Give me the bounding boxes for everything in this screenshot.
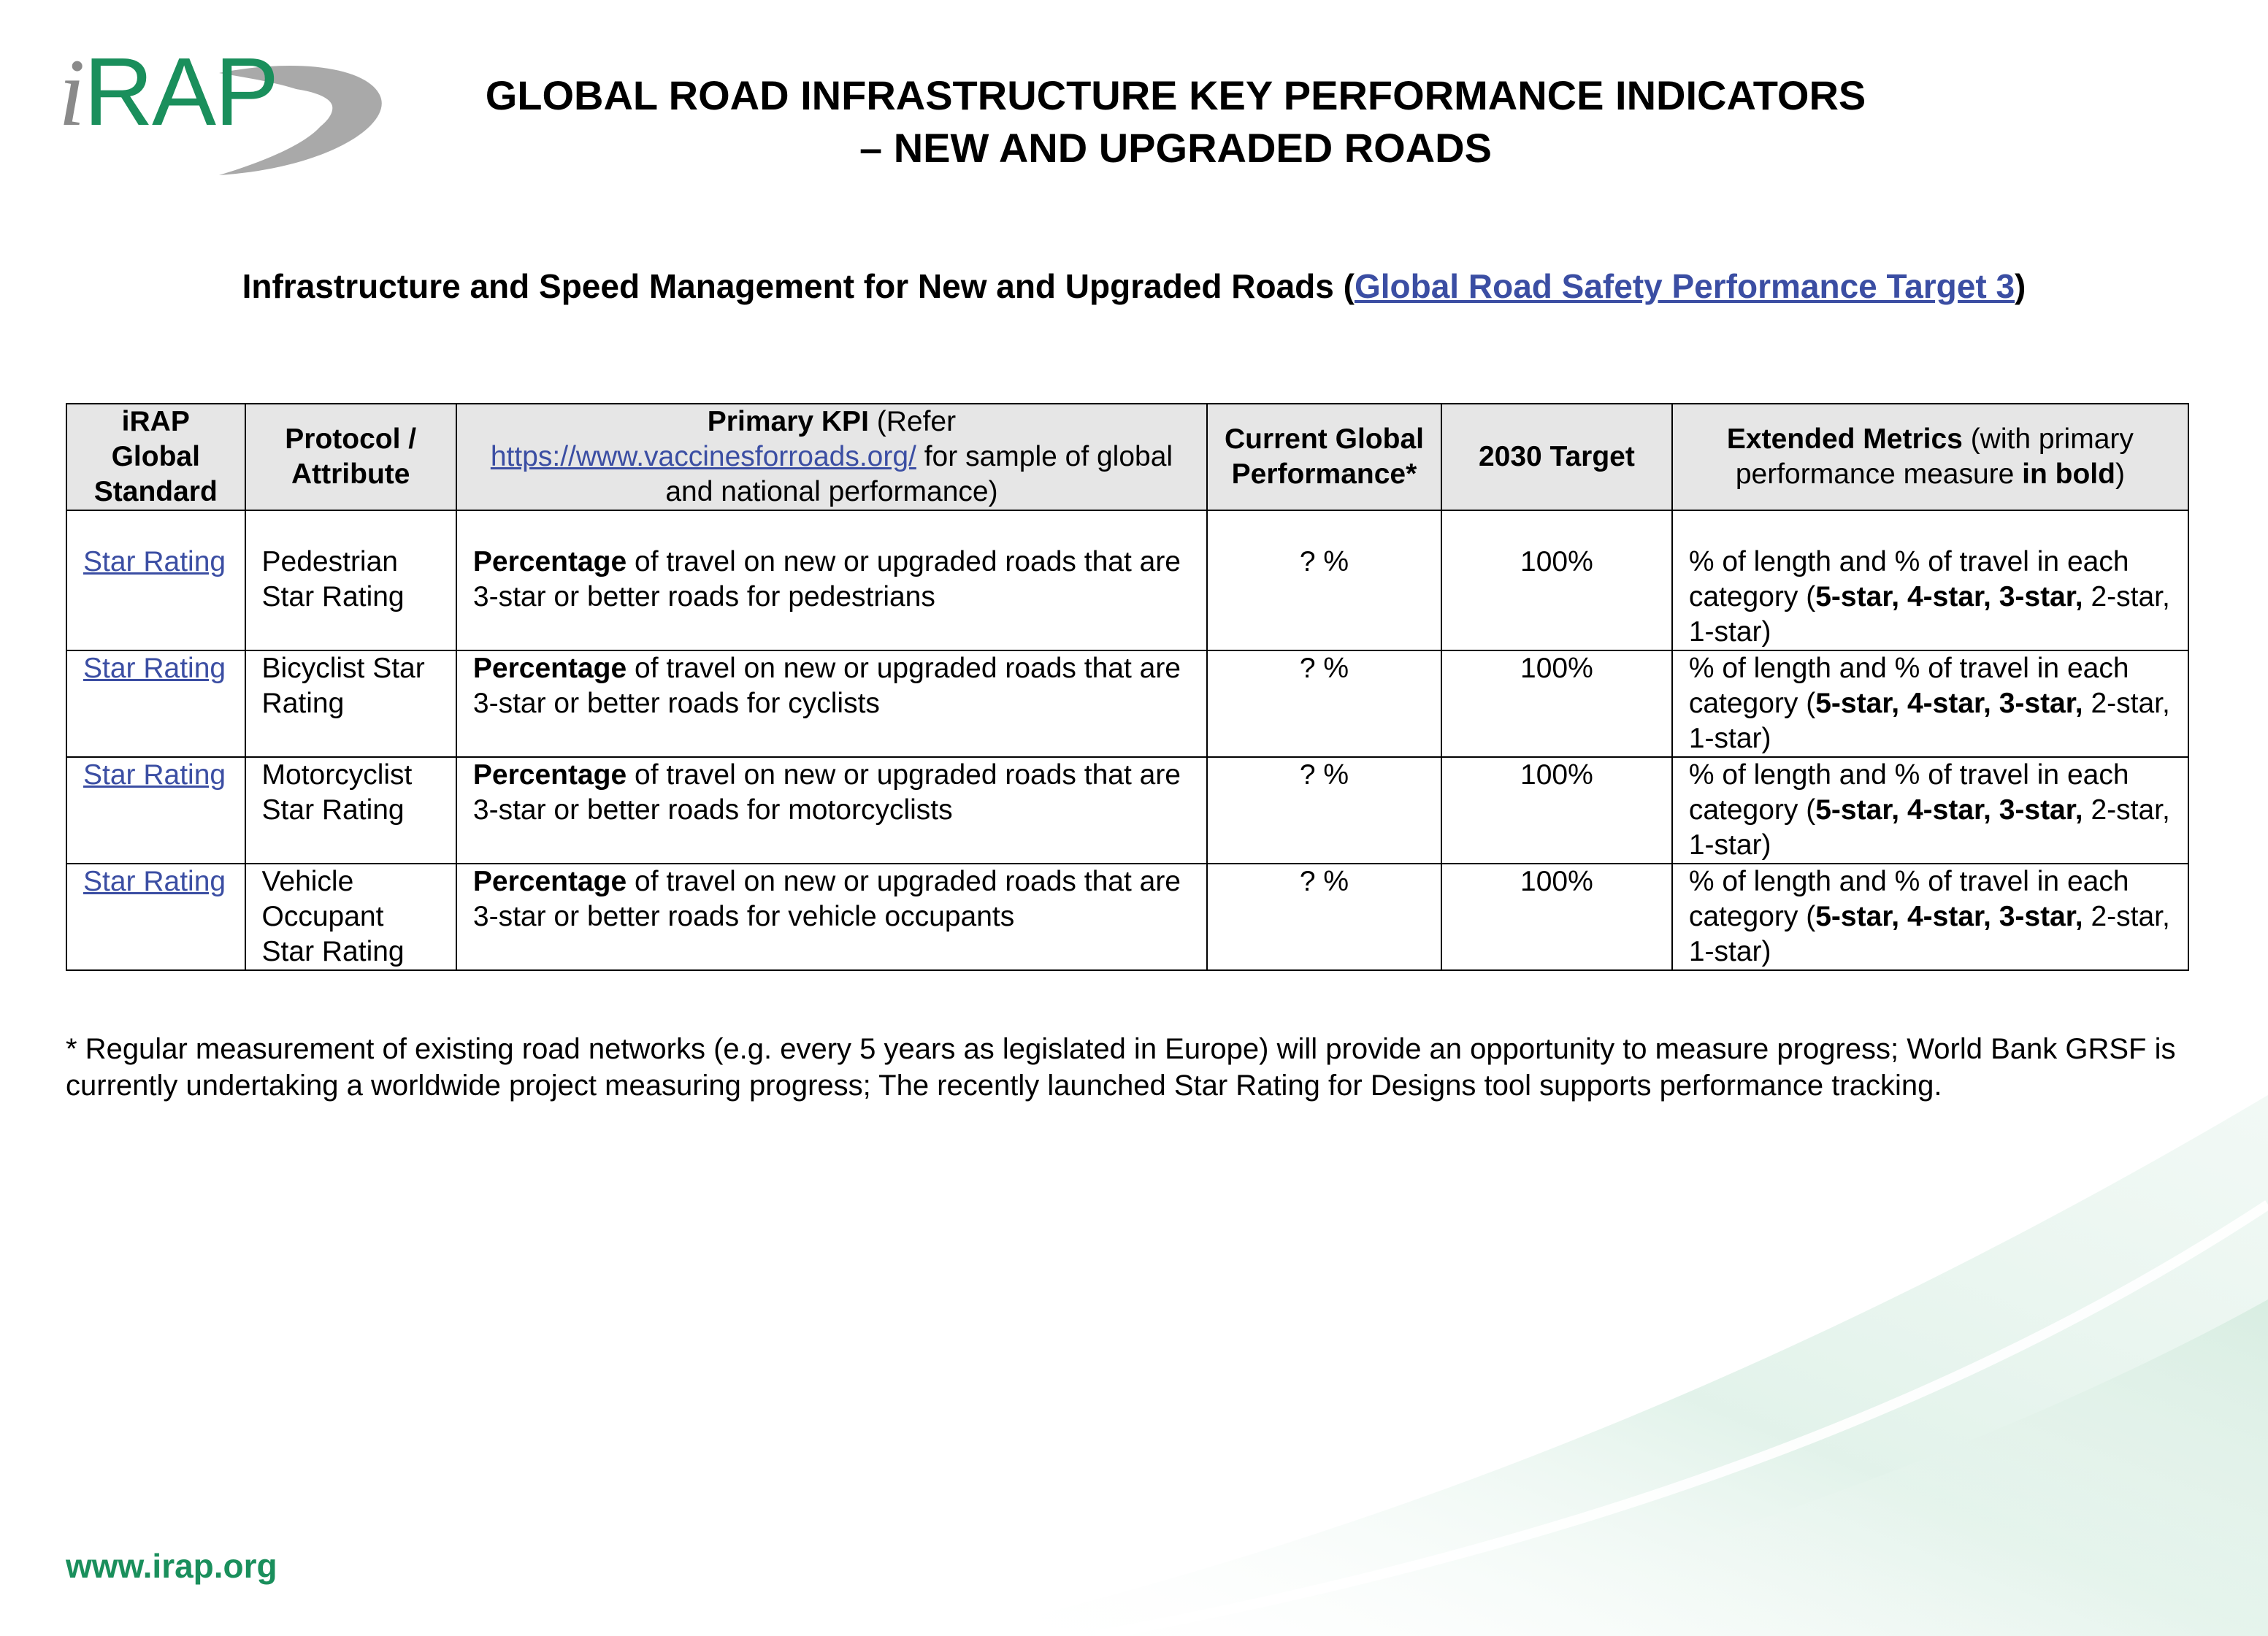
logo-letter-i: i: [58, 39, 84, 146]
star-rating-link[interactable]: Star Rating: [83, 759, 226, 791]
subtitle-open-paren: (: [1333, 267, 1355, 305]
star-rating-link[interactable]: Star Rating: [83, 546, 226, 577]
cell-current: ? %: [1207, 510, 1441, 650]
logo-letters-rap: RAP: [83, 38, 278, 145]
header-primary-kpi: Primary KPI (Refer https://www.vaccinesforroads.org/ for sample of global and national performance): [456, 404, 1207, 510]
page-title-line2: – NEW AND UPGRADED ROADS: [859, 125, 1492, 171]
cell-standard: [66, 510, 245, 650]
cell-kpi: Percentage of travel on new or upgraded roads that are 3-star or better roads for motorcyclists: [456, 757, 1207, 864]
header-extended-metrics: Extended Metrics (with primary performance measure in bold): [1672, 404, 2188, 510]
header-global-standard: iRAP Global Standard: [66, 404, 245, 510]
table-row: [66, 650, 2188, 757]
section-subtitle: [0, 264, 2268, 308]
header-current-performance: Current Global Performance*: [1207, 404, 1441, 510]
cell-kpi: Percentage of travel on new or upgraded roads that are 3-star or better roads for cyclists: [456, 650, 1207, 757]
cell-kpi: Percentage of travel on new or upgraded roads that are 3-star or better roads for pedestrians: [456, 510, 1207, 650]
cell-target: 100%: [1441, 510, 1672, 650]
cell-target: 100%: [1441, 864, 1672, 970]
cell-extended: % of length and % of travel in each category (5-star, 4-star, 3-star, 2-star, 1-star): [1672, 510, 2188, 650]
vaccines-for-roads-link[interactable]: https://www.vaccinesforroads.org/: [490, 441, 916, 472]
star-rating-link[interactable]: Star Rating: [83, 653, 226, 684]
subtitle-close-paren: ): [2015, 267, 2026, 305]
irap-logo: [51, 38, 394, 183]
kpi-table: [66, 403, 2189, 971]
cell-extended: % of length and % of travel in each category (5-star, 4-star, 3-star, 2-star, 1-star): [1672, 650, 2188, 757]
cell-standard: [66, 864, 245, 970]
cell-standard: [66, 757, 245, 864]
subtitle-text: Infrastructure and Speed Management for New and Upgraded Roads: [242, 267, 1334, 305]
page-title-line1: GLOBAL ROAD INFRASTRUCTURE KEY PERFORMANCE INDICATORS: [485, 72, 1866, 118]
cell-target: 100%: [1441, 650, 1672, 757]
table-header-row: [66, 404, 2188, 510]
header-2030-target: 2030 Target: [1441, 404, 1672, 510]
cell-extended: % of length and % of travel in each category (5-star, 4-star, 3-star, 2-star, 1-star): [1672, 757, 2188, 864]
cell-protocol: Vehicle Occupant Star Rating: [245, 864, 456, 970]
target-3-link[interactable]: Global Road Safety Performance Target 3: [1354, 267, 2015, 305]
header-protocol: Protocol / Attribute: [245, 404, 456, 510]
cell-protocol: Bicyclist Star Rating: [245, 650, 456, 757]
star-rating-link[interactable]: Star Rating: [83, 866, 226, 897]
cell-target: 100%: [1441, 757, 1672, 864]
cell-extended: % of length and % of travel in each category (5-star, 4-star, 3-star, 2-star, 1-star): [1672, 864, 2188, 970]
page-title: [380, 69, 1972, 174]
cell-current: ? %: [1207, 650, 1441, 757]
table-row: [66, 510, 2188, 650]
footnote: * Regular measurement of existing road networks (e.g. every 5 years as legislated in Europe) will provide an opportunity to measure progress; World Bank GRSF is currently undertaking a worldwide project measuring progress; The recently launched Star Rating for Designs tool supports performance tracking.: [66, 1033, 2176, 1102]
website-link[interactable]: www.irap.org: [66, 1547, 277, 1585]
table-row: [66, 757, 2188, 864]
cell-kpi: Percentage of travel on new or upgraded roads that are 3-star or better roads for vehicle occupants: [456, 864, 1207, 970]
cell-standard: [66, 650, 245, 757]
irap-logo-text: [58, 38, 278, 146]
cell-current: ? %: [1207, 864, 1441, 970]
cell-protocol: Motorcyclist Star Rating: [245, 757, 456, 864]
cell-current: ? %: [1207, 757, 1441, 864]
cell-protocol: Pedestrian Star Rating: [245, 510, 456, 650]
table-row: [66, 864, 2188, 970]
